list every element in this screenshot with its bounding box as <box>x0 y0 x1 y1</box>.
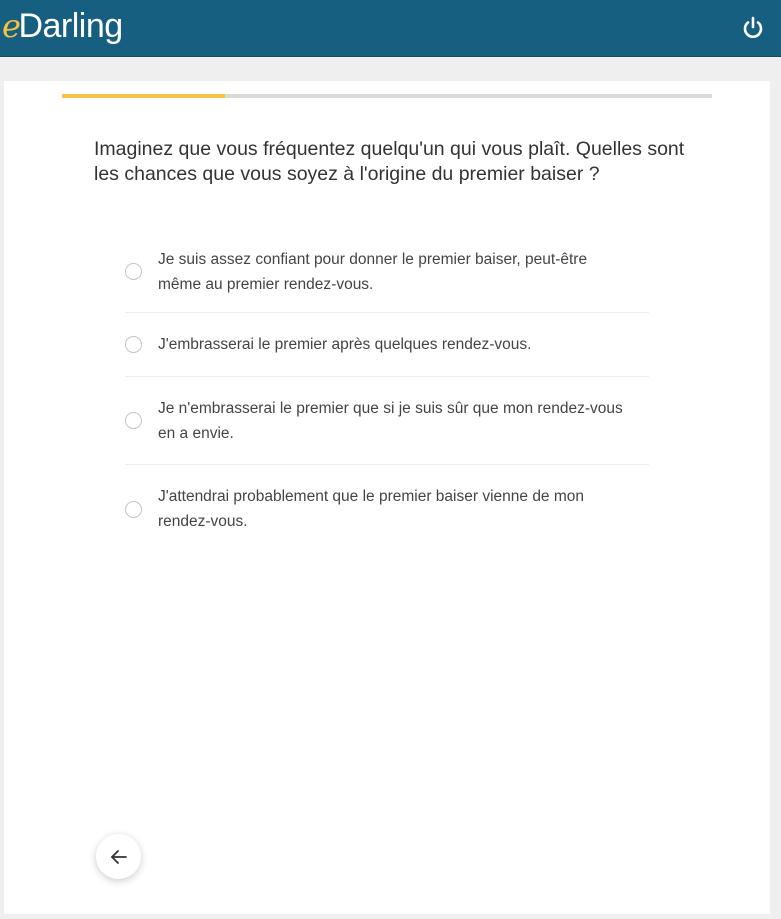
logo-e: e <box>2 7 21 45</box>
radio-button[interactable] <box>125 336 142 353</box>
answer-label: J'embrasserai le premier après quelques rendez-vous. <box>158 336 532 353</box>
answer-option-1[interactable] <box>125 231 649 313</box>
back-button[interactable] <box>96 834 141 879</box>
answer-label: Je suis assez confiant pour donner le premier baiser, peut-être même au premier rendez-vous. <box>158 250 588 293</box>
progress-fill <box>62 94 225 98</box>
radio-button[interactable] <box>125 412 142 429</box>
question-text: Imaginez que vous fréquentez quelqu'un qui vous plaît. Quelles sont les chances que vous soyez à l'origine du premier baiser ? <box>94 138 685 185</box>
answer-options <box>125 231 649 553</box>
radio-button[interactable] <box>125 263 142 280</box>
progress-bar <box>62 94 712 98</box>
arrow-left-icon <box>109 847 129 867</box>
question-card <box>4 81 770 914</box>
answer-option-2[interactable] <box>125 313 649 377</box>
power-icon <box>739 14 767 42</box>
answer-option-3[interactable] <box>125 377 649 465</box>
answer-label: J'attendrai probablement que le premier baiser vienne de mon rendez-vous. <box>158 488 585 530</box>
answer-option-4[interactable] <box>125 465 649 553</box>
logout-button[interactable] <box>739 14 767 42</box>
logo-text: Darling <box>18 7 123 45</box>
top-bar <box>0 0 781 57</box>
radio-button[interactable] <box>125 501 142 518</box>
edarling-logo[interactable] <box>2 6 123 46</box>
answer-label: Je n'embrasserai le premier que si je suis sûr que mon rendez-vous en a envie. <box>158 399 623 442</box>
